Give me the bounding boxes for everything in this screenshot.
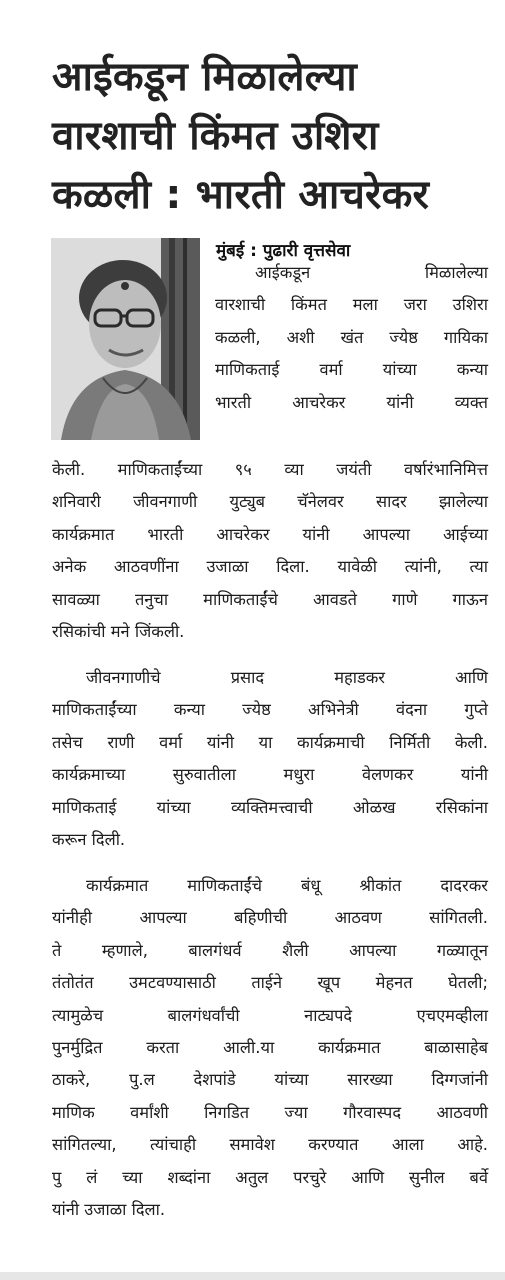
text-line: शनिवारी जीवनगाणी युट्युब चॅनेलवर सादर झालेल्या	[52, 492, 488, 512]
text-line: कार्यक्रमाच्या सुरुवातीला मधुरा वेलणकर यांनी	[52, 765, 488, 785]
text-line: आईकडून मिळालेल्या	[255, 263, 488, 282]
text-line: माणिक वर्मांशी निगडित ज्या गौरवास्पद आठवणी	[52, 1102, 488, 1122]
text-line: ठाकरे, पु.ल देशपांडे यांच्या सारख्या दिग्गजांनी	[52, 1070, 488, 1090]
text-line: पुनर्मुद्रित करता आली.या कार्यक्रमात बाळासाहेब	[52, 1038, 488, 1058]
text-line: यांनी उजाळा दिला.	[52, 1200, 166, 1220]
paragraph-2	[52, 662, 488, 856]
text-line: यांनीही आपल्या बहिणीची आठवण सांगितली.	[52, 908, 488, 928]
text-line: केली. माणिकताईंच्या ९५ व्या जयंती वर्षारंभानिमित्त	[52, 460, 488, 479]
byline: मुंबई : पुढारी वृत्तसेवा	[216, 241, 351, 261]
portrait-illustration	[51, 238, 200, 440]
text-line: रसिकांची मने जिंकली.	[52, 622, 185, 642]
text-line: अनेक आठवणींना उजाळा दिला. यावेळी त्यांनी, त्या	[52, 557, 488, 577]
text-line: भारती आचरेकर यांनी व्यक्त	[215, 392, 488, 412]
bottom-divider	[0, 1272, 505, 1280]
text-line: वारशाची किंमत मला जरा उशिरा	[215, 295, 488, 315]
headline-line: कळली : भारती आचरेकर	[52, 172, 430, 218]
paragraph-1	[52, 454, 488, 648]
text-line: माणिकताईंच्या कन्या ज्येष्ठ अभिनेत्री वंदना गुप्ते	[52, 700, 488, 720]
text-line: त्यामुळेच बालगंधर्वांची नाट्यपदे एचएमव्हीला	[52, 1005, 488, 1025]
portrait-photo	[51, 238, 200, 440]
text-line: कार्यक्रमात माणिकताईंचे बंधू श्रीकांत दादरकर	[86, 876, 488, 895]
text-line: करून दिली.	[52, 830, 126, 850]
text-line: कार्यक्रमात भारती आचरेकर यांनी आपल्या आईच्या	[52, 524, 488, 544]
headline-line: आईकडून मिळालेल्या	[52, 54, 357, 100]
text-line: पु लं च्या शब्दांना अतुल परचुरे आणि सुनील बर्वे	[52, 1167, 488, 1187]
text-line: तसेच राणी वर्मा यांनी या कार्यक्रमाची निर्मिती केली.	[52, 732, 488, 752]
text-line: सावळ्या तनुचा माणिकताईंचे आवडते गाणे गाऊन	[52, 589, 488, 609]
headline	[52, 48, 492, 225]
text-line: माणिकताई यांच्या व्यक्तिमत्त्वाची ओळख रसिकांना	[52, 797, 488, 817]
text-line: तंतोतंत उमटवण्यासाठी ताईने खूप मेहनत घेतली;	[52, 973, 488, 993]
text-line: जीवनगाणीचे प्रसाद महाडकर आणि	[86, 668, 488, 687]
text-line: माणिकताई वर्मा यांच्या कन्या	[215, 360, 488, 380]
text-line: कळली, अशी खंत ज्येष्ठ गायिका	[215, 327, 488, 347]
headline-line: वारशाची किंमत उशिरा	[52, 113, 379, 159]
text-line: ते म्हणाले, बालगंधर्व शैली आपल्या गळ्यातून	[52, 940, 488, 960]
intro-wrapped-text	[215, 257, 488, 419]
paragraph-3	[52, 870, 488, 1226]
text-line: सांगितल्या, त्यांचाही समावेश करण्यात आला आहे.	[52, 1135, 488, 1155]
